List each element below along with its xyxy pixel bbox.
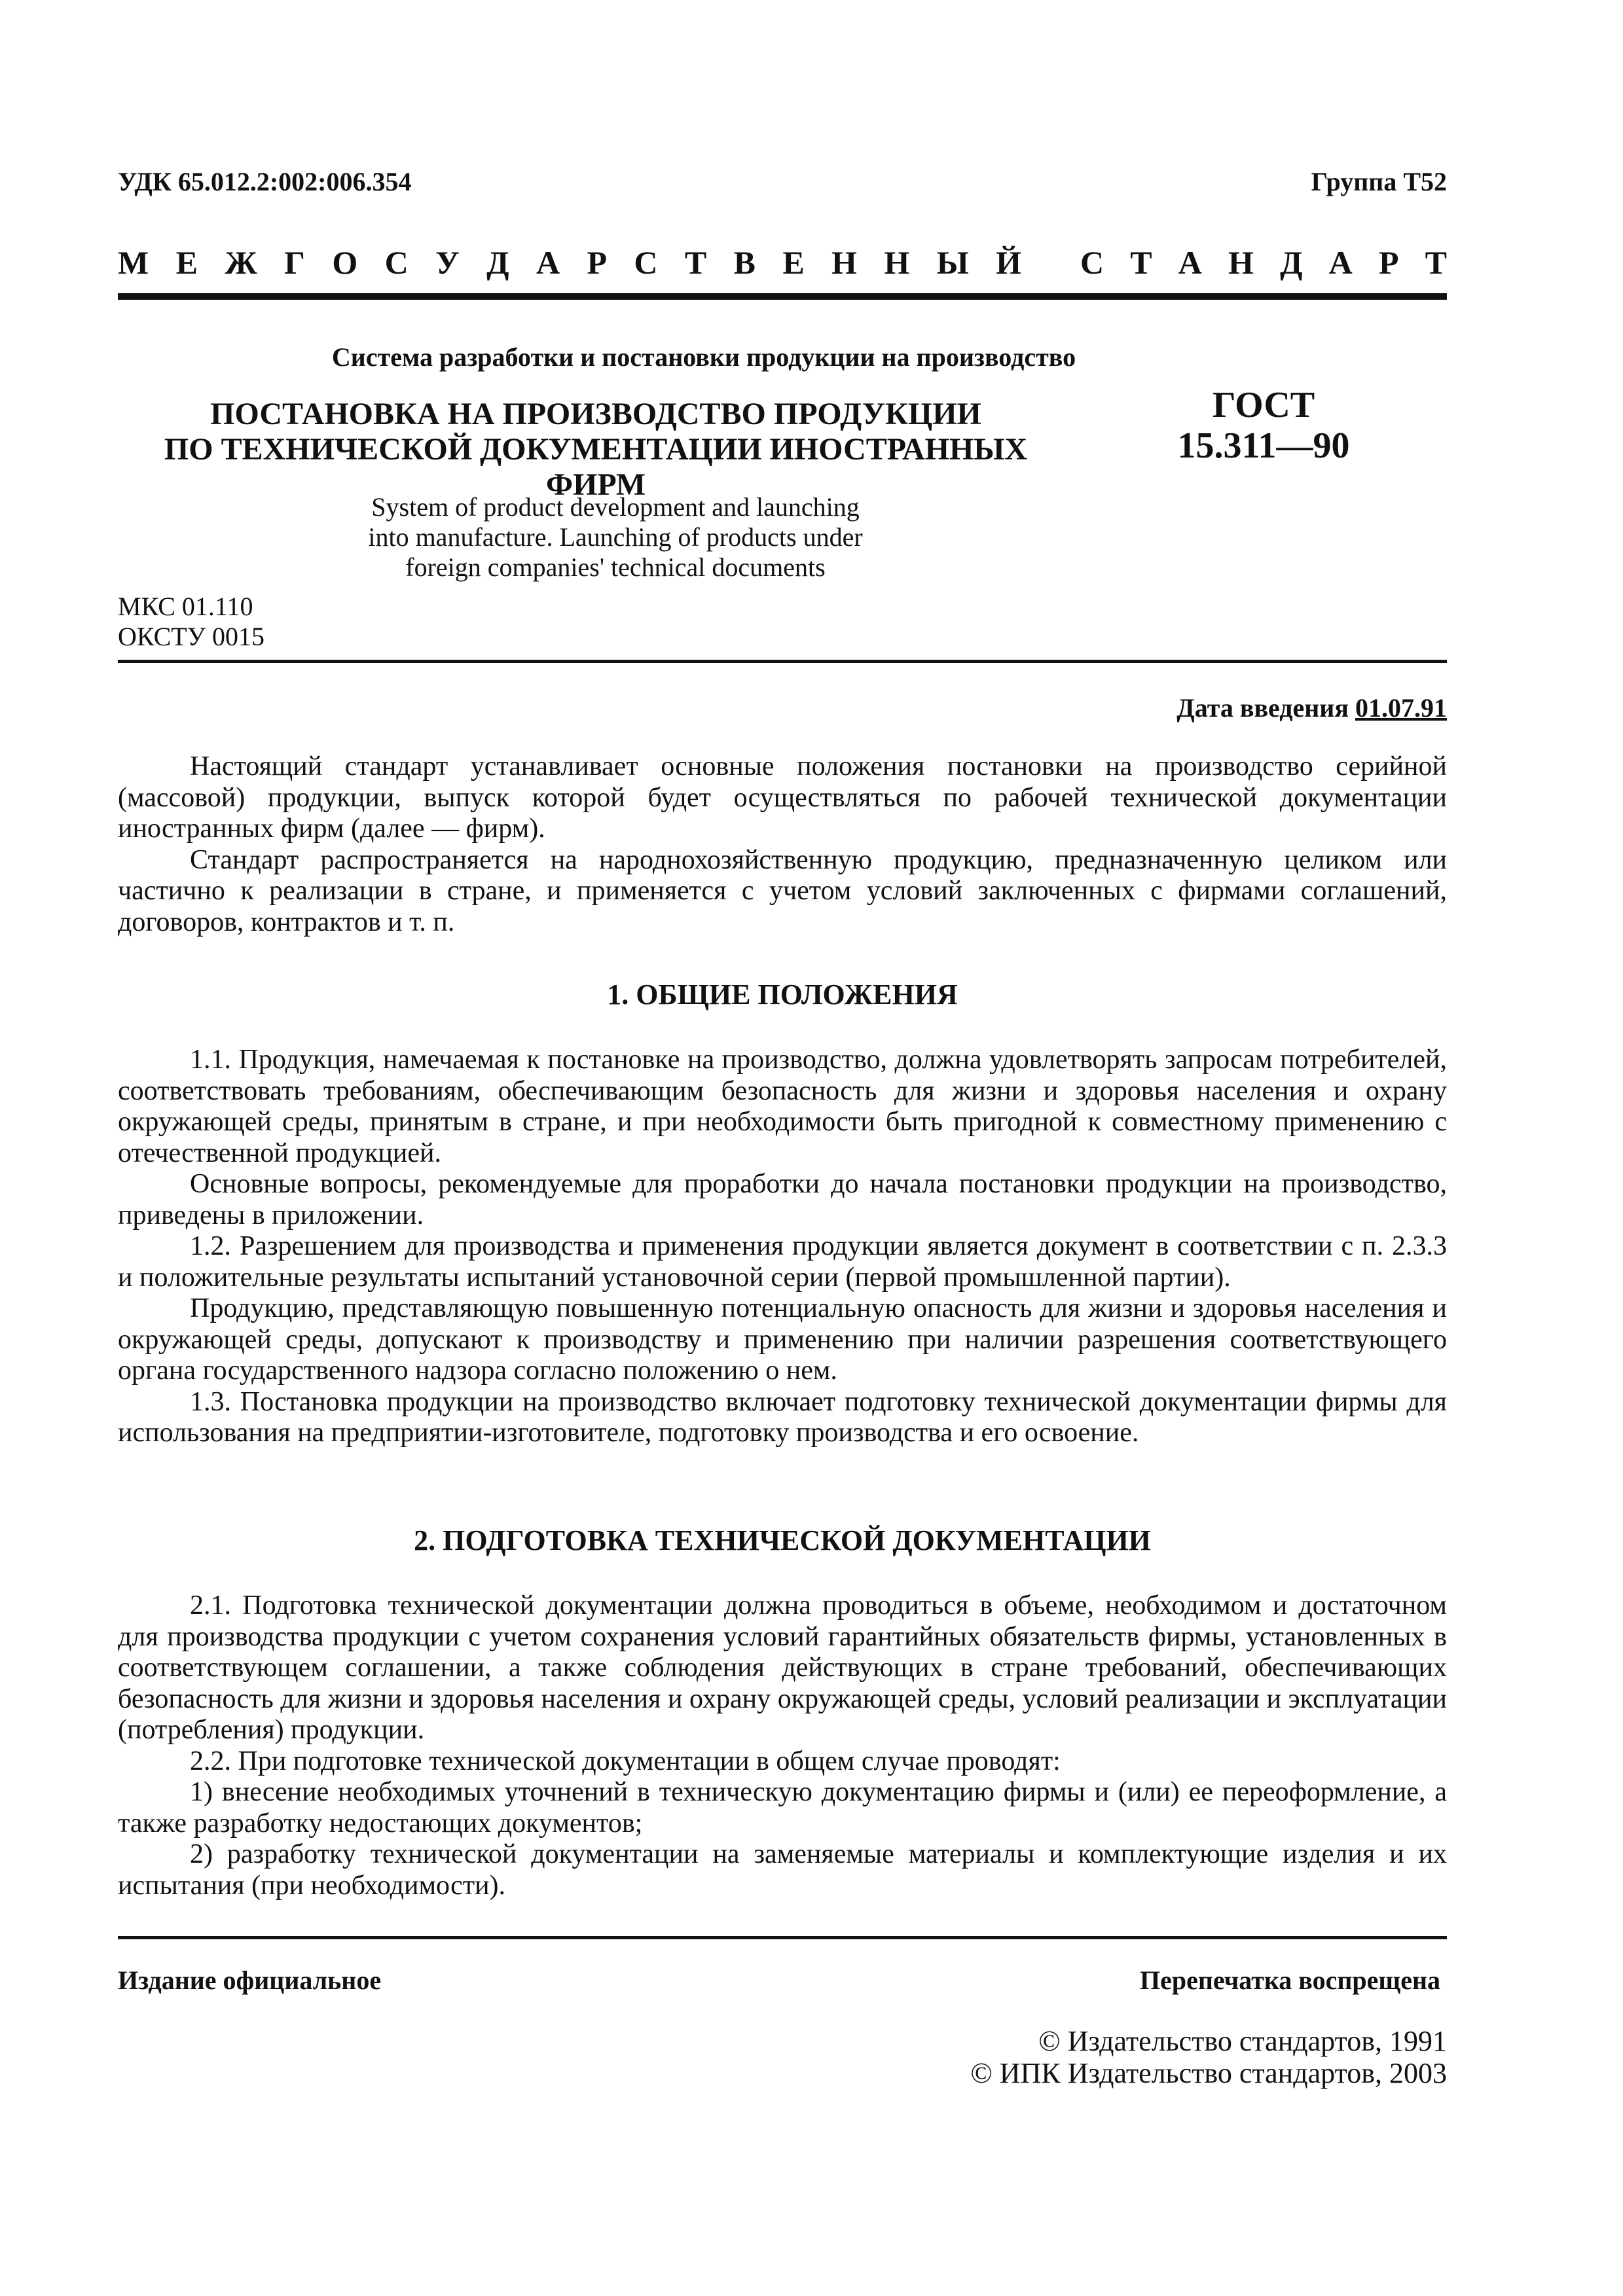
mks-code: МКС 01.110	[118, 592, 253, 621]
copyright-line-1: © Издательство стандартов, 1991	[1038, 2025, 1447, 2057]
banner-letter: У	[435, 244, 460, 281]
section-2-paragraph: 2) разработку технической документации на заменяемые материалы и комплектующие изделия и их испытания (при необходимости).	[118, 1839, 1447, 1901]
english-title-line-3: foreign companies' technical documents	[405, 552, 826, 582]
banner-letter: Е	[782, 244, 805, 281]
no-reprint-notice: Перепечатка воспрещена	[1140, 1965, 1440, 1995]
intro-paragraph: Настоящий стандарт устанавливает основные положения постановки на производство серийной (массовой) продукции, выпуск которой будет осуществляться по рабочей технической документации иностранных фирм (далее — фирм).	[118, 751, 1447, 844]
banner-letter: Р	[1378, 244, 1399, 281]
english-title-line-1: System of product development and launching	[371, 492, 860, 522]
udk-code: УДК 65.012.2:002:006.354	[118, 167, 412, 196]
official-edition: Издание официальное	[118, 1965, 382, 1995]
banner-letter: В	[733, 244, 756, 281]
banner-letter: Е	[175, 244, 198, 281]
banner-letter: А	[1178, 244, 1202, 281]
banner-letter: Д	[1280, 244, 1303, 281]
banner-letter: Й	[996, 244, 1021, 281]
banner-letter: Ж	[225, 244, 257, 281]
banner-letter: Т	[684, 244, 707, 281]
banner-letter: Ы	[936, 244, 969, 281]
english-title-line-2: into manufacture. Launching of products under	[368, 522, 863, 552]
title-rule	[118, 660, 1447, 663]
banner-letter: Н	[1228, 244, 1254, 281]
introduction-date-label: Дата введения	[1176, 693, 1349, 723]
banner-letter: Н	[831, 244, 857, 281]
banner-letter: С	[634, 244, 658, 281]
section-1-paragraph: Основные вопросы, рекомендуемые для проработки до начала постановки продукции на производство, приведены в приложении.	[118, 1169, 1447, 1230]
banner-letter: Т	[1130, 244, 1152, 281]
intro-text	[118, 751, 1447, 938]
footer-rule	[118, 1936, 1447, 1939]
section-2-paragraph: 2.1. Подготовка технической документации должна проводиться в объеме, необходимом и достаточном для производства продукции с учетом сохранения условий гарантийных обязательств фирмы, установленных в соответствующем соглашении, а также соблюдения действующих в стране требований, обеспечивающих безопасность для жизни и здоровья населения и охрану окружающей среды, условий реализации и эксплуатации (потребления) продукции.	[118, 1590, 1447, 1745]
copyright-block	[970, 2025, 1447, 2089]
intro-paragraph: Стандарт распространяется на народнохозяйственную продукцию, предназначенную целиком или частично к реализации в стране, и применяется с учетом условий заключенных с фирмами соглашений, договоров, контрактов и т. п.	[118, 844, 1447, 937]
interstate-word	[118, 243, 1021, 281]
section-2-paragraph: 2.2. При подготовке технической документации в общем случае проводят:	[190, 1746, 1061, 1776]
section-1-paragraph: 1.1. Продукция, намечаемая к постановке на производство, должна удовлетворять запросам потребителей, соответствовать требованиям, обеспечивающим безопасность для жизни и здоровья населения и охрану окружающей среды, принятым в стране, и при необходимости быть пригодной к совместному применению с отечественной продукцией.	[118, 1045, 1447, 1168]
system-title: Система разработки и постановки продукции на производство	[331, 342, 1076, 372]
gost-number: 15.311—90	[1177, 425, 1350, 466]
header-rule	[118, 293, 1447, 300]
banner-letter: Н	[884, 244, 910, 281]
section-1-text	[118, 1045, 1447, 1449]
banner-letter: Р	[587, 244, 607, 281]
banner-letter: Т	[1425, 244, 1447, 281]
banner-letter: М	[118, 244, 149, 281]
title-line-2: ПО ТЕХНИЧЕСКОЙ ДОКУМЕНТАЦИИ ИНОСТРАННЫХ ФИРМ	[164, 432, 1028, 502]
section-1-paragraph: 1.3. Постановка продукции на производство включает подготовку технической документации фирмы для использования на предприятии-изготовителе, подготовку производства и его освоение.	[118, 1386, 1447, 1448]
classification-codes	[118, 592, 264, 652]
title-line-1: ПОСТАНОВКА НА ПРОИЗВОДСТВО ПРОДУКЦИИ	[210, 397, 981, 431]
introduction-date-value: 01.07.91	[1355, 693, 1447, 723]
interstate-standard-banner	[118, 243, 1447, 281]
banner-letter: С	[1080, 244, 1104, 281]
section-2-text	[118, 1590, 1447, 1901]
banner-letter: А	[1328, 244, 1353, 281]
okstu-code: ОКСТУ 0015	[118, 622, 265, 651]
standard-word	[1080, 243, 1447, 281]
banner-letter: О	[332, 244, 358, 281]
group-code: Группа Т52	[1311, 167, 1447, 196]
english-title	[288, 492, 943, 583]
banner-letter: Г	[284, 244, 305, 281]
gost-label: ГОСТ	[1212, 385, 1315, 425]
section-2-paragraph: 1) внесение необходимых уточнений в техническую документацию фирмы и (или) ее переоформление, а также разработку недостающих документов;	[118, 1777, 1447, 1839]
section-1-paragraph: Продукцию, представляющую повышенную потенциальную опасность для жизни и здоровья населения и окружающей среды, допускают к производству и применению при наличии разрешения соответствующего органа государственного надзора согласно положению о нем.	[118, 1293, 1447, 1386]
section-2-heading: 2. ПОДГОТОВКА ТЕХНИЧЕСКОЙ ДОКУМЕНТАЦИИ	[414, 1524, 1151, 1556]
banner-letter: Д	[486, 244, 509, 281]
section-1-paragraph: 1.2. Разрешением для производства и применения продукции является документ в соответствии с п. 2.3.3 и положительные результаты испытаний установочной серии (первой промышленной партии).	[118, 1231, 1447, 1293]
document-title	[118, 397, 1074, 503]
introduction-date	[1176, 692, 1447, 723]
banner-letter: А	[536, 244, 560, 281]
section-1-heading: 1. ОБЩИЕ ПОЛОЖЕНИЯ	[607, 978, 958, 1011]
copyright-line-2: © ИПК Издательство стандартов, 2003	[970, 2057, 1447, 2089]
banner-letter: С	[384, 244, 409, 281]
gost-designation	[1152, 385, 1375, 466]
